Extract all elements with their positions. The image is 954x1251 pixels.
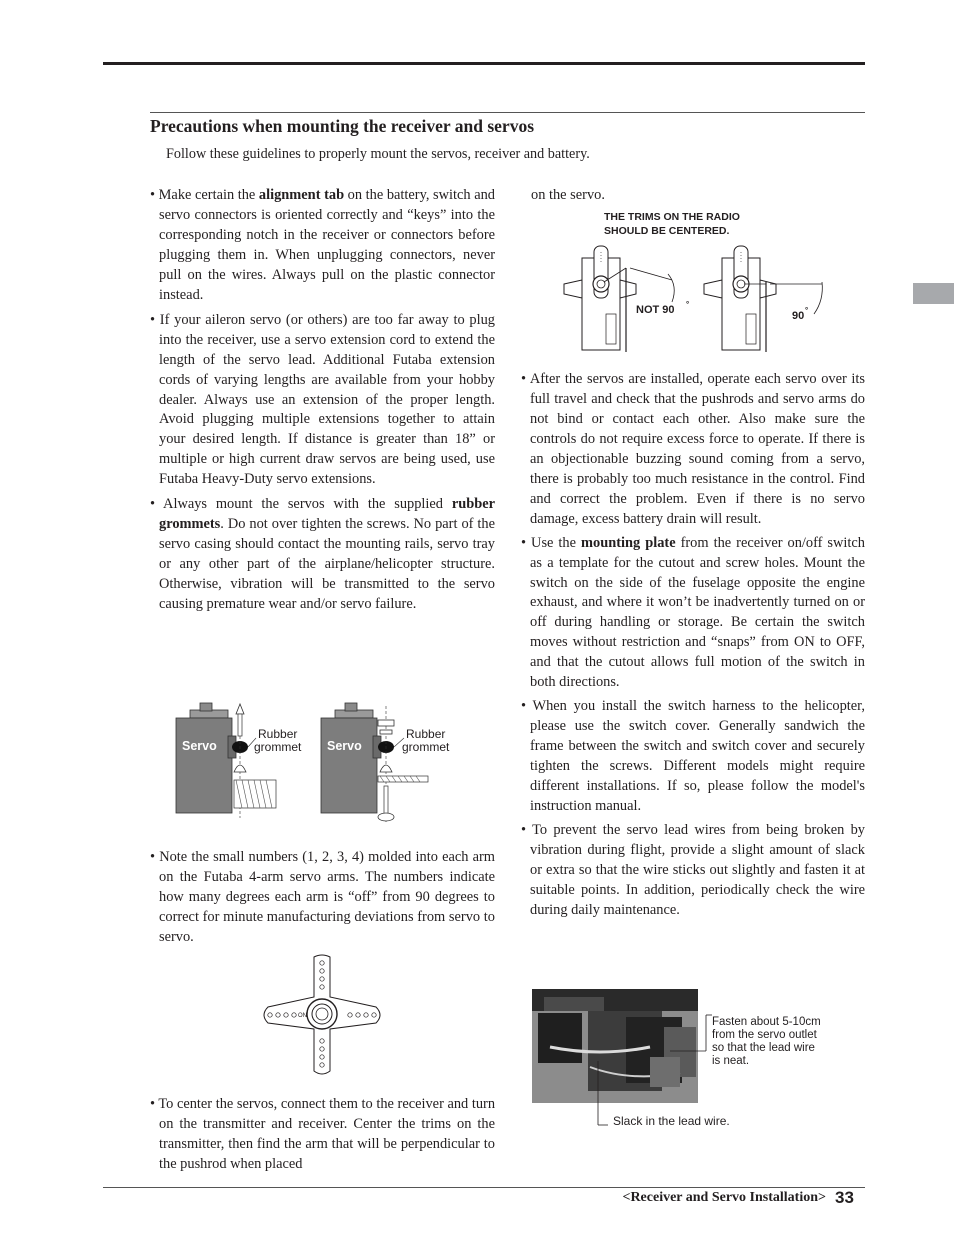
grommet-label-right: grommet	[402, 740, 450, 754]
page-number: 33	[835, 1188, 854, 1207]
left-column-top	[150, 186, 495, 615]
servo-label-left: Servo	[182, 739, 217, 753]
deg-90-label: 90	[792, 310, 805, 322]
trims-caption-line2: SHOULD BE CENTERED.	[604, 225, 730, 237]
footer-section: <Receiver and Servo Installation>	[622, 1190, 826, 1205]
continuation-text: on the servo.	[531, 187, 605, 203]
trim-servo-right	[704, 246, 822, 352]
section-rule	[150, 112, 865, 113]
grommet-label-left: grommet	[254, 740, 302, 754]
servo-arm-figure	[258, 953, 386, 1077]
trims-caption-line1: THE TRIMS ON THE RADIO	[604, 211, 740, 223]
fasten-line3: so that the lead wire	[712, 1042, 815, 1054]
bullet-lead-wires: • To prevent the servo lead wires from being broken by vibration during flight, provide a slight amount of slack or extra so that the wire sticks out slightly and fasten it at suitable points. In addition, periodically check the wire during daily maintenance.	[521, 821, 865, 918]
lead-wire-photo-figure	[530, 987, 850, 1132]
left-column-bottom	[150, 1095, 495, 1175]
bullet-operate-servo: • After the servos are installed, operate each servo over its full travel and check that the pushrods and servo arms do not bind or contact each other. Also make sure the controls do not require excess force to operate. If there is an objectionable buzzing sound coming from a servo, there is probably too much resistance in the control. Find and correct the problem. Even if there is no servo damage, excess battery drain will result.	[521, 371, 865, 527]
trims-figure	[560, 206, 840, 356]
bullet-extension-cord: • If your aileron servo (or others) are too far away to plug into the receiver, use a servo extension cord to extend the length of the servo lead. Additional Futaba extension cords of varying lengths are available from your hobby dealer. Always use an extension of the proper length. Avoid plugging multiple extensions together to attain your desired length. If distance is greater than 18” or multiple or high current draw servos are being used, use Futaba Heavy-Duty servo extensions.	[150, 311, 495, 488]
servo-left	[176, 703, 302, 818]
bullet-switch-harness: • When you install the switch harness to the helicopter, please use the switch cover. Generally sandwich the frame between the switch and switch cover and securely tighten the screws. Different models might require different installations. If so, please follow the model's instruction manual.	[521, 698, 865, 815]
bullet-mounting-plate: • Use the mounting plate from the receiver on/off switch as a template for the cutout and screw holes. Mount the switch on the side of the fuselage opposite the engine exhaust, and where it won’t be inadvertently turned on or off during handling or storage. Be certain the switch moves without restriction and “snaps” from ON to OFF, and that the cutout allows full motion of the switch in both directions.	[521, 534, 865, 691]
fasten-line1: Fasten about 5-10cm	[712, 1016, 821, 1028]
chapter-tab	[913, 283, 954, 304]
servo-label-right: Servo	[327, 739, 362, 753]
left-column-middle	[150, 848, 495, 948]
bullet-alignment-tab: • Make certain the alignment tab on the battery, switch and servo connectors is oriented correctly and “keys” into the corresponding notch in the receiver or connectors before plugging them in. When unplugging connectors, never pull on the wires. Always pull on the plastic connector instead.	[150, 187, 496, 303]
footer-rule	[103, 1187, 865, 1188]
servo-grommet-figure	[170, 700, 470, 828]
rubber-label-left: Rubber	[258, 727, 298, 741]
rubber-label-right: Rubber	[406, 727, 446, 741]
servo-right	[321, 703, 450, 822]
bullet-arm-numbers: • Note the small numbers (1, 2, 3, 4) molded into each arm on the Futaba 4-arm servo arms. The numbers indicate how many degrees each arm is “off” from 90 degrees to correct for minute manufacturing deviations from servo to servo.	[150, 849, 495, 945]
arm-hub-label: ON	[298, 1013, 307, 1019]
not-90-label: NOT 90	[636, 304, 675, 316]
deg-90-degree: °	[805, 306, 809, 315]
intro-text: Follow these guidelines to properly mount the servos, receiver and battery.	[166, 146, 590, 162]
slack-label: Slack in the lead wire.	[613, 1114, 730, 1128]
right-column-bottom	[521, 370, 865, 921]
right-column-top	[531, 186, 876, 206]
fasten-line2: from the servo outlet	[712, 1029, 817, 1041]
not-90-degree: °	[686, 300, 690, 309]
fasten-line4: is neat.	[712, 1055, 750, 1067]
section-title: Precautions when mounting the receiver and servos	[150, 116, 535, 136]
top-rule	[103, 62, 865, 65]
trim-servo-left	[564, 246, 689, 352]
bullet-center-servos: • To center the servos, connect them to the receiver and turn on the transmitter and receiver. Center the trims on the transmitter, then find the arm that will be perpendicular to the pushrod when placed	[150, 1096, 496, 1172]
bullet-rubber-grommets: • Always mount the servos with the supplied rubber grommets. Do not over tighten the screws. No part of the servo casing should contact the mounting rails, servo tray or any other part of the airplane/helicopter structure. Otherwise, vibration will be transmitted to the servo causing premature wear and/or servo failure.	[150, 496, 495, 613]
